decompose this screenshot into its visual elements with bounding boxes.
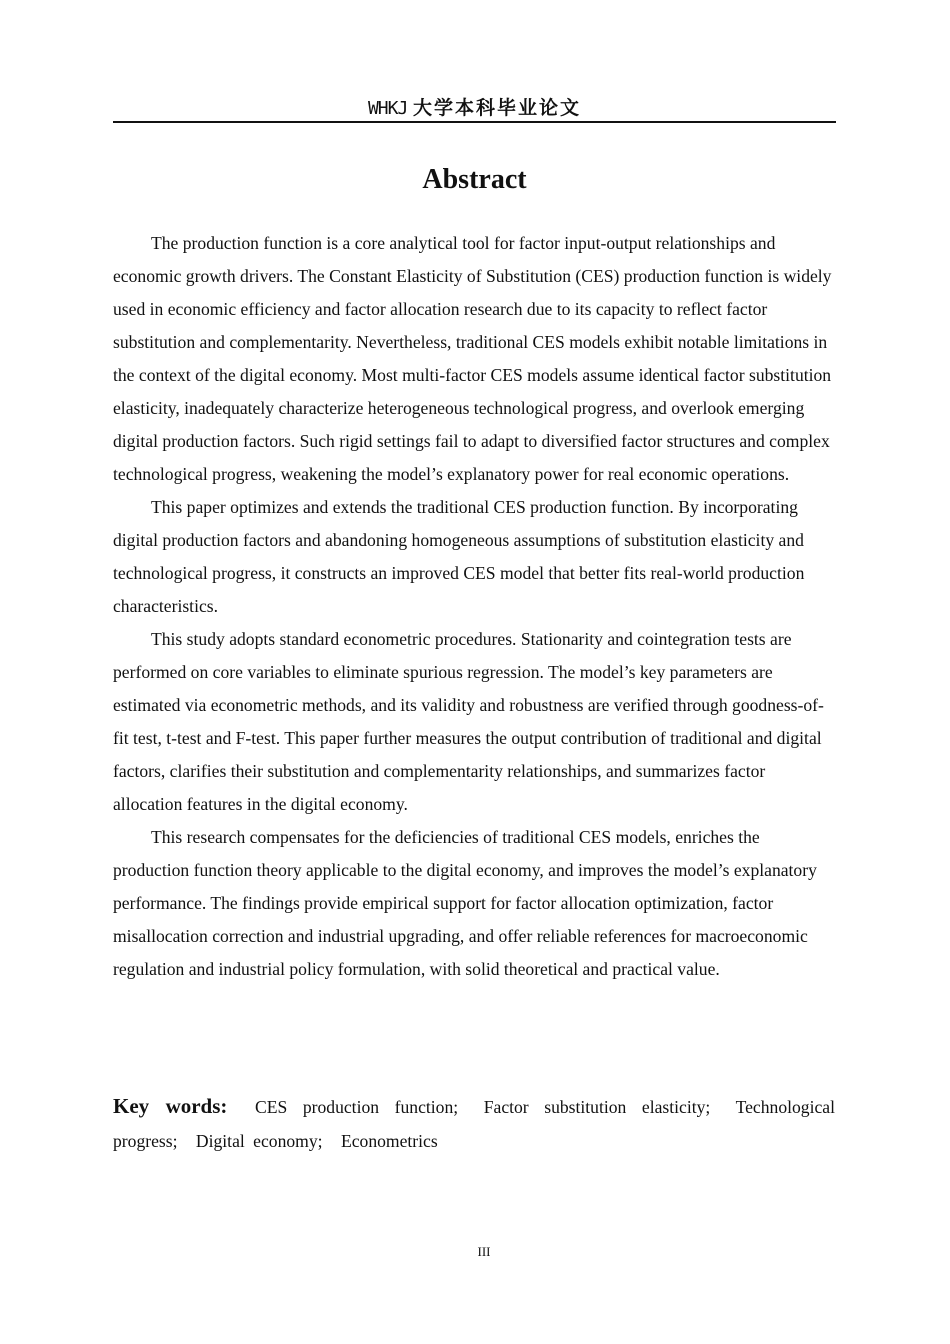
keywords-section — [113, 1089, 835, 1158]
keyword-item: Econometrics — [340, 1131, 438, 1151]
abstract-paragraph: This study adopts standard econometric procedures. Stationarity and cointegration tests are performed on core variables to eliminate spurious regression. The model’s key parameters are estimated via econometric methods, and its validity and robustness are verified through goodness-of-fit test, t-test and F-test. This paper further measures the output contribution of traditional and digital factors, clarifies their substitution and complementarity relationships, and summarizes factor allocation features in the digital economy. — [113, 629, 824, 814]
abstract-body — [113, 227, 835, 986]
keyword-item: CES production function; — [254, 1097, 459, 1117]
abstract-paragraph: This paper optimizes and extends the traditional CES production function. By incorporating digital production factors and abandoning homogeneous assumptions of substitution elasticity and technological progress, it constructs an improved CES model that better fits real-world production characteristics. — [113, 497, 805, 616]
abstract-paragraph: The production function is a core analytical tool for factor input-output relationships and economic growth drivers. The Constant Elasticity of Substitution (CES) production function is widely used in economic efficiency and factor allocation research due to its capacity to reflect factor substitution and complementarity. Nevertheless, traditional CES models exhibit notable limitations in the context of the digital economy. Most multi-factor CES models assume identical factor substitution elasticity, inadequately characterize heterogeneous technological progress, and overlook emerging digital production factors. Such rigid settings fail to adapt to diversified factor structures and complex technological progress, weakening the model’s explanatory power for real economic operations. — [113, 233, 832, 484]
header-school-code: WHKJ — [367, 98, 408, 119]
page-number: III — [477, 1244, 491, 1259]
page-header — [113, 92, 836, 122]
keyword-item: Factor substitution elasticity; — [483, 1097, 711, 1117]
keywords-label: Key words: — [113, 1094, 228, 1118]
header-subtitle: 大学本科毕业论文 — [413, 97, 582, 119]
keyword-item: Technological progress; — [113, 1097, 835, 1151]
page-title: Abstract — [422, 164, 527, 195]
keyword-item: Digital economy; — [195, 1131, 323, 1151]
header-divider — [113, 121, 836, 123]
abstract-paragraph: This research compensates for the deficiencies of traditional CES models, enriches the production function theory applicable to the digital economy, and improves the model’s explanatory performance. The findings provide empirical support for factor allocation optimization, factor misallocation correction and industrial upgrading, and offer reliable references for macroeconomic regulation and industrial policy formulation, with solid theoretical and practical value. — [113, 827, 817, 979]
